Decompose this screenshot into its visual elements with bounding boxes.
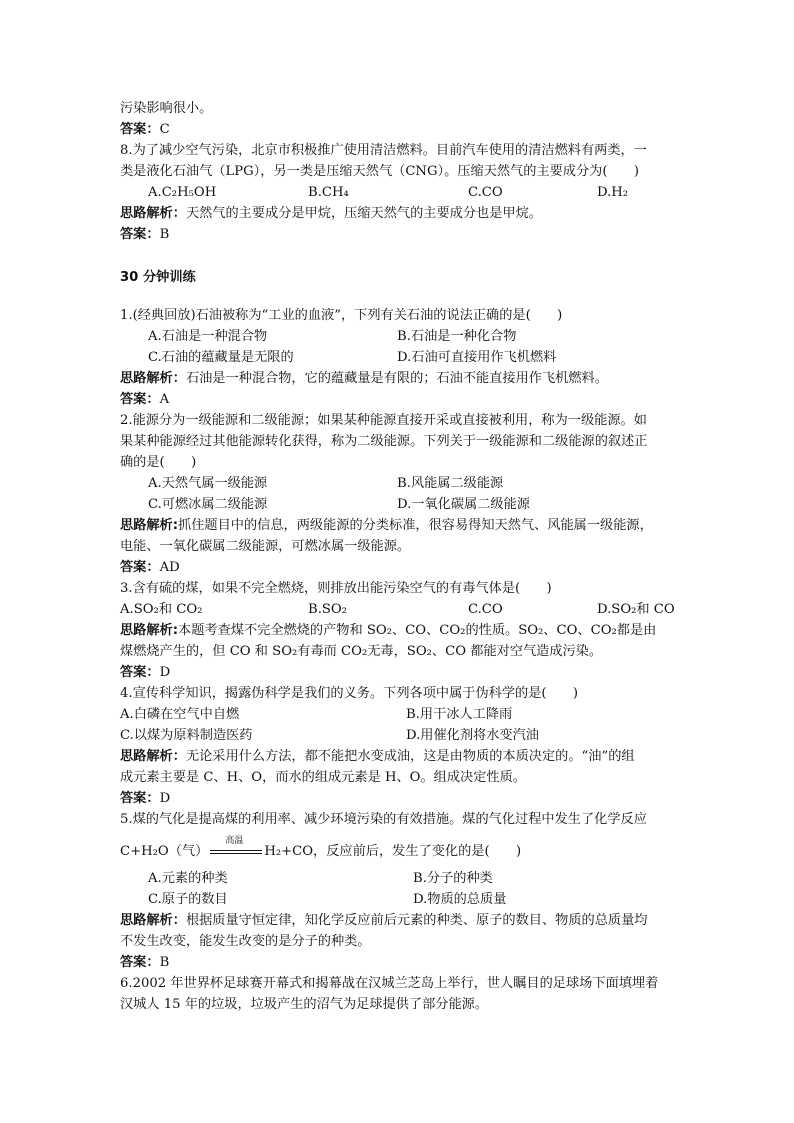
q4-option-c: C.以煤为原料制造医药	[120, 728, 253, 743]
q3-analysis-line1: 思路解析:本题考查煤不完全燃烧的产物和 SO₂、CO、CO₂的性质。SO₂、CO、CO₂都是由	[120, 623, 657, 638]
q1-option-d: D.石油可直接用作飞机燃料	[397, 350, 557, 365]
q4-stem: 4.宣传科学知识，揭露伪科学是我们的义务。下列各项中属于伪科学的是( )	[120, 686, 579, 701]
q8-answer: 答案：B	[120, 227, 170, 242]
q2-analysis-line2: 电能、一氧化碳属二级能源，可燃冰属一级能源。	[120, 539, 411, 554]
section-title: 30 分钟训练	[120, 270, 196, 285]
q2-analysis-line1: 思路解析:抓住题目中的信息，两级能源的分类标准，很容易得知天然气、风能属一级能源，	[120, 518, 653, 533]
q3-option-b: B.SO₂	[308, 602, 348, 617]
q2-option-b: B.风能属二级能源	[397, 476, 504, 491]
q3-analysis-line2: 煤燃烧产生的，但 CO 和 SO₂有毒而 CO₂无毒，SO₂、CO 都能对空气造成污染。	[120, 644, 603, 659]
q3-answer: 答案：D	[120, 665, 171, 680]
q5-stem-line2	[120, 835, 522, 862]
answer-label: 答案：	[120, 560, 160, 575]
analysis-label: 思路解析：	[120, 371, 186, 386]
q2-option-d: D.一氧化碳属二级能源	[397, 497, 530, 512]
q5-stem-line1: 5.煤的气化是提高煤的利用率、减少环境污染的有效措施。煤的气化过程中发生了化学反应	[120, 812, 647, 827]
q5-option-d: D.物质的总质量	[413, 892, 507, 907]
q5-reaction-condition: 高温	[225, 835, 244, 846]
answer-label: 答案：	[120, 791, 160, 806]
q5-analysis-line2: 不发生改变，能发生改变的是分子的种类。	[120, 934, 371, 949]
q4-option-a: A.白磷在空气中自燃	[120, 707, 240, 722]
q8-analysis: 思路解析：天然气的主要成分是甲烷，压缩天然气的主要成分也是甲烷。	[120, 206, 542, 221]
answer-label: 答案：	[120, 227, 160, 242]
q4-analysis-line1: 思路解析：无论采用什么方法，都不能把水变成油，这是由物质的本质决定的。“油”的组	[120, 749, 635, 764]
analysis-label: 思路解析:	[120, 518, 179, 533]
q6-stem-line1: 6.2002 年世界杯足球赛开幕式和揭幕战在汉城兰芝岛上举行，世人瞩目的足球场下面填埋着	[120, 976, 659, 991]
answer-label: 答案：	[120, 122, 160, 137]
q4-option-b: B.用干冰人工降雨	[406, 707, 513, 722]
q4-answer: 答案：D	[120, 791, 171, 806]
analysis-label: 思路解析:	[120, 623, 179, 638]
answer-label: 答案：	[120, 665, 160, 680]
analysis-label: 思路解析：	[120, 206, 186, 221]
q3-option-c: C.CO	[468, 602, 503, 617]
q2-stem-line3: 确的是( )	[120, 455, 197, 470]
q1-stem: 1.(经典回放)石油被称为“工业的血液”，下列有关石油的说法正确的是( )	[120, 308, 563, 323]
q5-answer: 答案：B	[120, 955, 170, 970]
q5-option-b: B.分子的种类	[413, 871, 493, 886]
q5-option-c: C.原子的数目	[148, 892, 228, 907]
q5-analysis-line1: 思路解析：根据质量守恒定律，知化学反应前后元素的种类、原子的数目、物质的总质量均	[120, 913, 648, 928]
q4-analysis-line2: 成元素主要是 C、H、O，而水的组成元素是 H、O。组成决定性质。	[120, 770, 526, 785]
q1-answer: 答案：A	[120, 392, 170, 407]
q5-reaction-arrow	[208, 835, 264, 859]
q2-answer: 答案：AD	[120, 560, 180, 575]
q1-option-a: A.石油是一种混合物	[148, 329, 268, 344]
q5-reactants: C+H₂O（气）	[120, 844, 209, 859]
q1-option-b: B.石油是一种化合物	[397, 329, 517, 344]
q8-option-d: D.H₂	[597, 185, 629, 200]
q8-stem-line2: 类是液化石油气（LPG），另一类是压缩天然气（CNG）。压缩天然气的主要成分为( )	[120, 164, 639, 179]
q3-stem: 3.含有硫的煤，如果不完全燃烧，则排放出能污染空气的有毒气体是( )	[120, 581, 552, 596]
q2-stem-line1: 2.能源分为一级能源和二级能源；如果某种能源直接开采或直接被利用，称为一级能源。如	[120, 413, 647, 428]
q1-analysis: 思路解析：石油是一种混合物，它的蕴藏量是有限的；石油不能直接用作飞机燃料。	[120, 371, 608, 386]
q8-option-b: B.CH₄	[308, 185, 349, 200]
answer-label: 答案：	[120, 392, 160, 407]
q8-option-c: C.CO	[468, 185, 503, 200]
q7-answer: 答案：C	[120, 122, 170, 137]
q8-option-a: A.C₂H₅OH	[148, 185, 217, 200]
analysis-label: 思路解析：	[120, 913, 186, 928]
q4-option-d: D.用催化剂将水变汽油	[406, 728, 539, 743]
q1-option-c: C.石油的蕴藏量是无限的	[148, 350, 294, 365]
analysis-label: 思路解析：	[120, 749, 186, 764]
q5-option-a: A.元素的种类	[148, 871, 228, 886]
q8-stem-line1: 8.为了减少空气污染，北京市积极推广使用清洁燃料。目前汽车使用的清洁燃料有两类，一	[120, 143, 647, 158]
q2-option-c: C.可燃冰属二级能源	[148, 497, 268, 512]
q6-stem-line2: 汉城人 15 年的垃圾，垃圾产生的沼气为足球提供了部分能源。	[120, 997, 489, 1012]
q5-products: H₂+CO，反应前后，发生了变化的是( )	[264, 844, 522, 859]
q3-option-a: A.SO₂和 CO₂	[120, 602, 203, 617]
q3-option-d: D.SO₂和 CO	[597, 602, 675, 617]
q2-stem-line2: 果某种能源经过其他能源转化获得，称为二级能源。下列关于一级能源和二级能源的叙述正	[120, 434, 648, 449]
q2-option-a: A.天然气属一级能源	[148, 476, 268, 491]
answer-label: 答案：	[120, 955, 160, 970]
intro-tail: 污染影响很小。	[120, 101, 213, 116]
